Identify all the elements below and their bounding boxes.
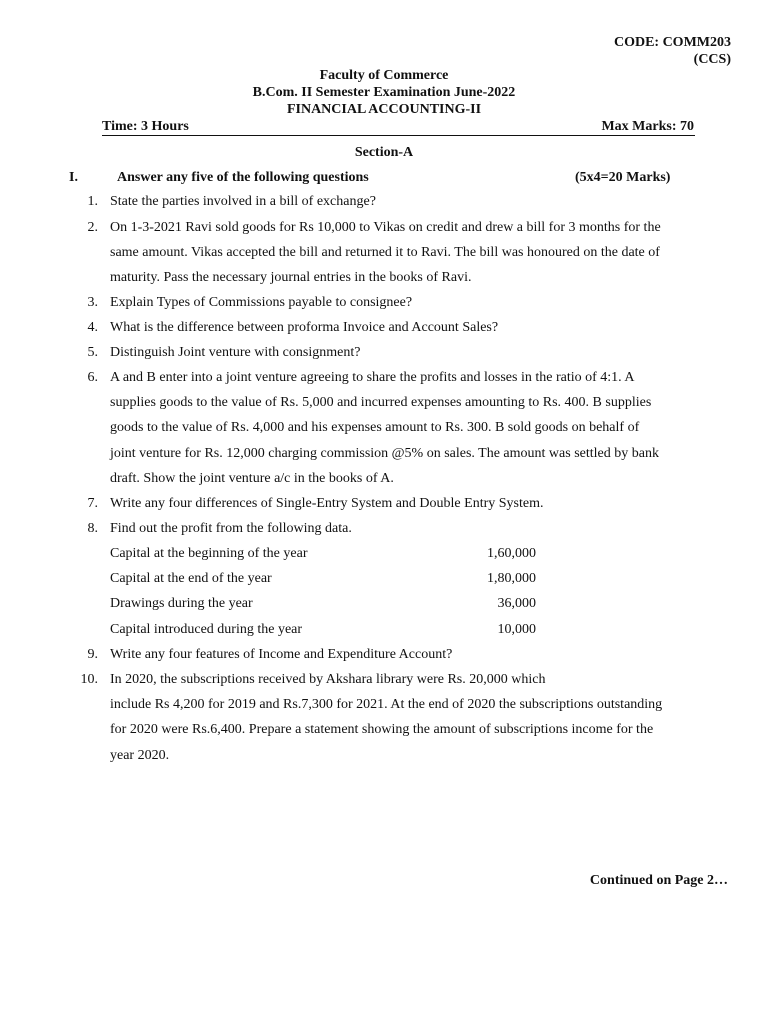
question-number: 3. <box>87 295 98 310</box>
data-value: 10,000 <box>497 622 536 637</box>
exam-title: B.Com. II Semester Examination June-2022 <box>252 85 516 100</box>
question-text: for 2020 were Rs.6,400. Prepare a statement showing the amount of subscriptions income for the <box>110 722 654 737</box>
question-text: Explain Types of Commissions payable to consignee? <box>110 295 413 310</box>
question-number: 5. <box>87 345 98 360</box>
data-label: Capital at the end of the year <box>110 571 272 586</box>
question-number: 10. <box>80 672 98 687</box>
question-text: In 2020, the subscriptions received by Akshara library were Rs. 20,000 which <box>110 672 546 687</box>
question-text: Find out the profit from the following data. <box>110 521 352 536</box>
question-text: supplies goods to the value of Rs. 5,000 and incurred expenses amounting to Rs. 400. B supplies <box>110 395 652 410</box>
question-text: What is the difference between proforma Invoice and Account Sales? <box>110 320 499 335</box>
max-marks-label: Max Marks: 70 <box>601 119 694 134</box>
continued-note: Continued on Page 2… <box>589 873 728 888</box>
section-marks: (5x4=20 Marks) <box>575 170 671 185</box>
section-title: Section-A <box>354 145 414 160</box>
question-text: draft. Show the joint venture a/c in the books of A. <box>110 471 394 486</box>
question-text: Write any four differences of Single-Entry System and Double Entry System. <box>110 496 544 511</box>
question-number: 2. <box>87 220 98 235</box>
faculty-title: Faculty of Commerce <box>319 68 449 83</box>
question-number: 9. <box>87 647 98 662</box>
question-text: Distinguish Joint venture with consignment? <box>110 345 361 360</box>
section-instruction: Answer any five of the following questions <box>117 170 369 185</box>
question-text: goods to the value of Rs. 4,000 and his expenses amount to Rs. 300. B sold goods on behalf of <box>110 420 640 435</box>
data-label: Capital introduced during the year <box>110 622 303 637</box>
question-text: State the parties involved in a bill of exchange? <box>110 194 376 209</box>
question-text: A and B enter into a joint venture agreeing to share the profits and losses in the ratio of 4:1. A <box>110 370 635 385</box>
data-label: Capital at the beginning of the year <box>110 546 308 561</box>
data-value: 1,60,000 <box>487 546 536 561</box>
time-label: Time: 3 Hours <box>102 119 189 134</box>
exam-code-sub: (CCS) <box>693 52 731 67</box>
section-roman: I. <box>69 170 78 185</box>
question-text: On 1-3-2021 Ravi sold goods for Rs 10,000 to Vikas on credit and drew a bill for 3 months for the <box>110 220 661 235</box>
data-value: 36,000 <box>497 596 536 611</box>
question-text: same amount. Vikas accepted the bill and returned it to Ravi. The bill was honoured on the date of <box>110 245 660 260</box>
data-value: 1,80,000 <box>487 571 536 586</box>
question-number: 4. <box>87 320 98 335</box>
question-number: 7. <box>87 496 98 511</box>
subject-title: FINANCIAL ACCOUNTING-II <box>286 102 482 117</box>
header-rule <box>102 135 695 136</box>
exam-code: CODE: COMM203 <box>613 35 731 50</box>
question-text: joint venture for Rs. 12,000 charging commission @5% on sales. The amount was settled by bank <box>110 446 659 461</box>
question-number: 8. <box>87 521 98 536</box>
question-text: maturity. Pass the necessary journal entries in the books of Ravi. <box>110 270 472 285</box>
question-text: include Rs 4,200 for 2019 and Rs.7,300 for 2021. At the end of 2020 the subscriptions outstanding <box>110 697 663 712</box>
question-text: Write any four features of Income and Expenditure Account? <box>110 647 453 662</box>
question-number: 6. <box>87 370 98 385</box>
question-text: year 2020. <box>110 748 170 763</box>
data-label: Drawings during the year <box>110 596 253 611</box>
question-number: 1. <box>87 194 98 209</box>
